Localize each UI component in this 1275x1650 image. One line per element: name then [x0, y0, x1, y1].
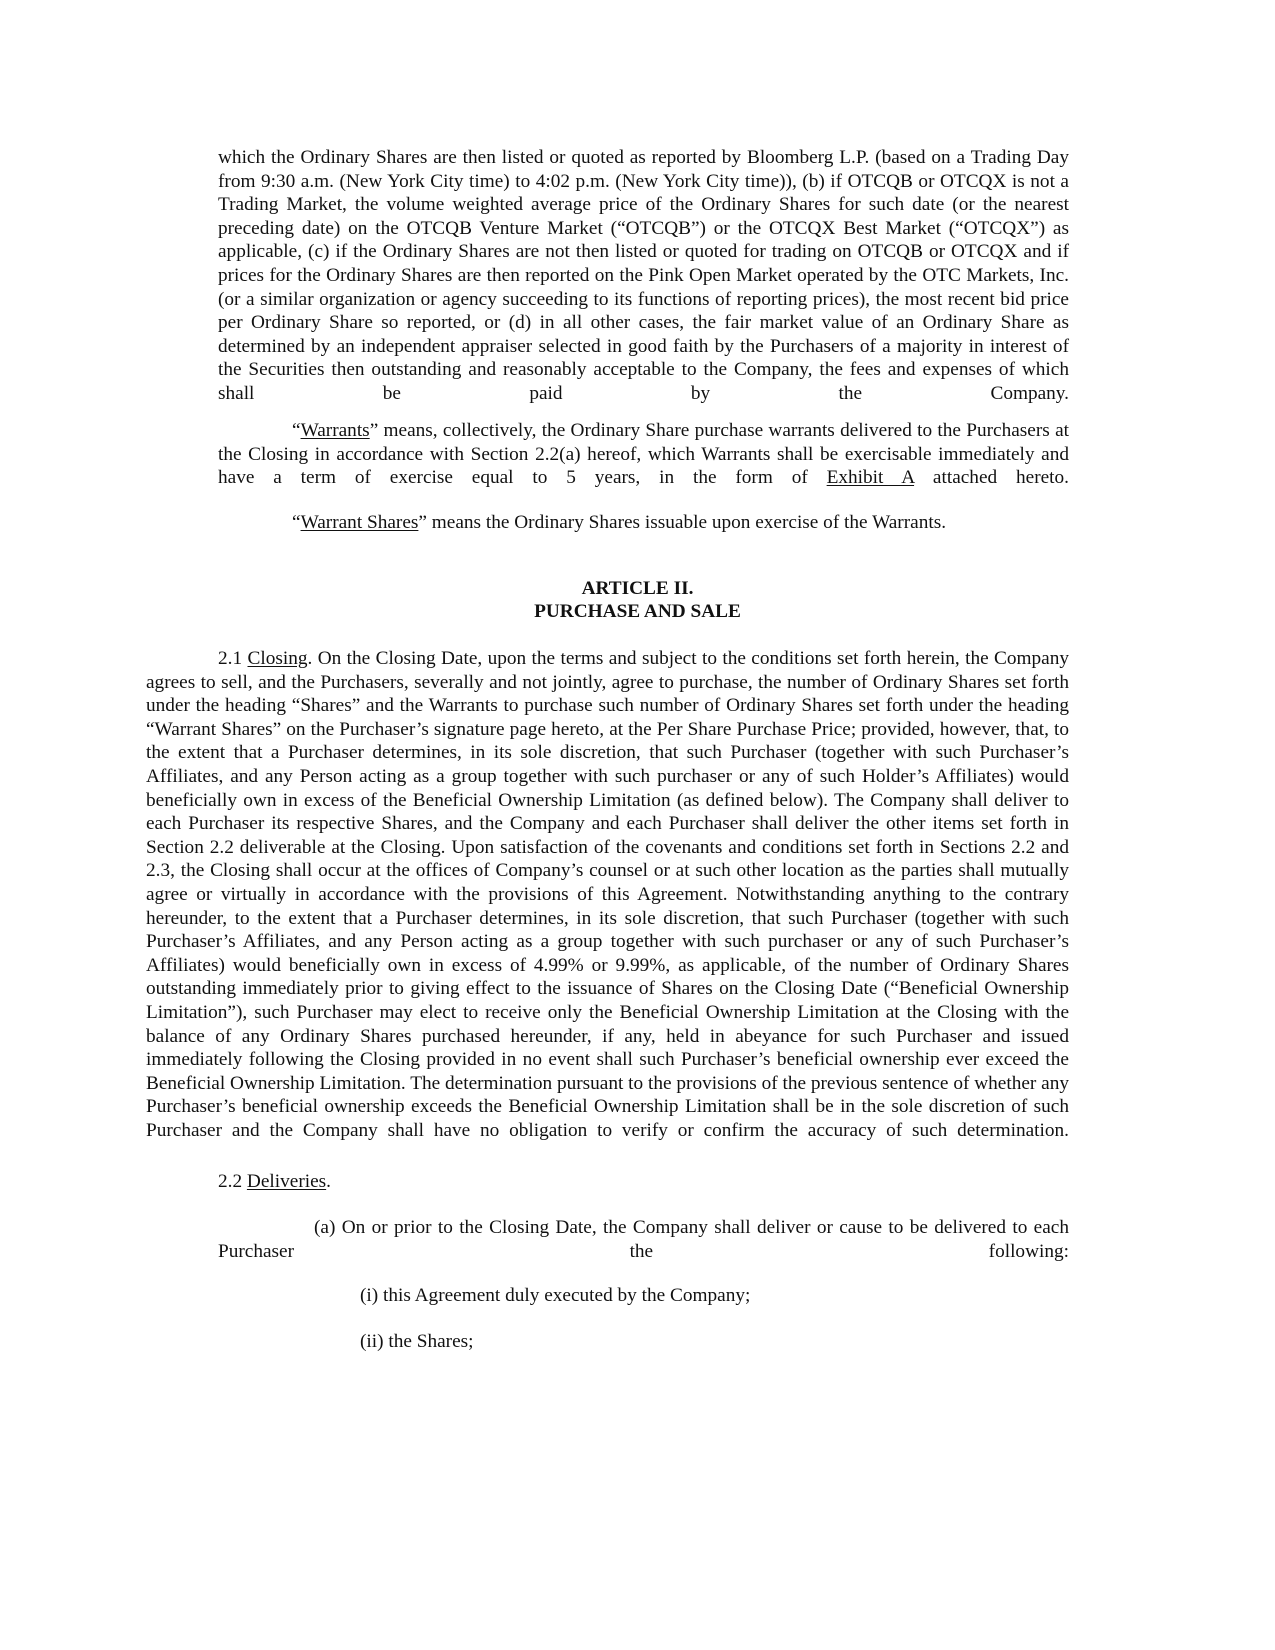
section-2-2-deliveries: 2.2 Deliveries.: [218, 1171, 331, 1192]
section-2-1-closing: 2.1 Closing. On the Closing Date, upon the terms and subject to the conditions set forth herein, the Company agrees to sell, and the Purchasers, severally and not jointly, agree to purchase, the number of Ordinary Shares set forth under the heading “Shares” and the Warrants to purchase such number of Ordinary Shares set forth under the heading “Warrant Shares” on the Purchaser’s signature page hereto, at the Per Share Purchase Price; provided, however, that, to the extent that a Purchaser determines, in its sole discretion, that such Purchaser (together with such Purchaser’s Affiliates, and any Person acting as a group together with such purchaser or any of such Holder’s Affiliates) would beneficially own in excess of the Beneficial Ownership Limitation (as defined below). The Company shall deliver to each Purchaser its respective Shares, and the Company and each Purchaser shall deliver the other items set forth in Section 2.2 deliverable at the Closing. Upon satisfaction of the covenants and conditions set forth in Sections 2.2 and 2.3, the Closing shall occur at the offices of Company’s counsel or at such other location as the parties shall mutually agree or virtually in accordance with the provisions of this Agreement. Notwithstanding anything to the contrary hereunder, to the extent that a Purchaser determines, in its sole discretion, that such Purchaser (together with such Purchaser’s Affiliates, and any Person acting as a group together with such purchaser or any of such Purchaser’s Affiliates) would beneficially own in excess of 4.99% or 9.99%, as applicable, of the number of Ordinary Shares outstanding immediately prior to giving effect to the issuance of Shares on the Closing Date (“Beneficial Ownership Limitation”), such Purchaser may elect to receive only the Beneficial Ownership Limitation at the Closing with the balance of any Ordinary Shares purchased hereunder, if any, held in abeyance for such Purchaser and issued immediately following the Closing provided in no event shall such Purchaser’s beneficial ownership ever exceed the Beneficial Ownership Limitation. The determination pursuant to the provisions of the previous sentence of whether any Purchaser’s beneficial ownership exceeds the Beneficial Ownership Limitation shall be in the sole discretion of such Purchaser and the Company shall have no obligation to verify or confirm the accuracy of such determination.: [146, 648, 1070, 1141]
section-2-2-a-i: (i) this Agreement duly executed by the Company;: [360, 1285, 751, 1306]
section-2-2-a-ii: (ii) the Shares;: [360, 1331, 474, 1352]
deliveries-heading: Deliveries: [246, 1171, 327, 1192]
vwap-definition-continued: which the Ordinary Shares are then listed or quoted as reported by Bloomberg L.P. (based on a Trading Day from 9:30 a.m. (New York City time) to 4:02 p.m. (New York City time)), (b) if OTCQB or OTCQX is not a Trading Market, the volume weighted average price of the Ordinary Shares for such date (or the nearest preceding date) on the OTCQB Venture Market (“OTCQB”) or the OTCQX Best Market (“OTCQX”) as applicable, (c) if the Ordinary Shares are not then listed or quoted for trading on OTCQB or OTCQX and if prices for the Ordinary Shares are then reported on the Pink Open Market operated by the OTC Markets, Inc. (or a similar organization or agency succeeding to its functions of reporting prices), the most recent bid price per Ordinary Share so reported, or (d) in all other cases, the fair market value of an Ordinary Share as determined by an independent appraiser selected in good faith by the Purchasers of a majority in interest of the Securities then outstanding and reasonably acceptable to the Company, the fees and expenses of which shall be paid by the Company.: [218, 147, 1069, 404]
warrants-term: Warrants: [300, 420, 370, 441]
warrants-definition: “Warrants” means, collectively, the Ordinary Share purchase warrants delivered to the Purchasers at the Closing in accordance with Section 2.2(a) hereof, which Warrants shall be exercisable immediately and have a term of exercise equal to 5 years, in the form of Exhibit A attached hereto.: [218, 420, 1069, 489]
article-title: PURCHASE AND SALE: [534, 601, 741, 622]
exhibit-a-reference: Exhibit A: [826, 467, 915, 489]
article-number: ARTICLE II.: [581, 578, 694, 599]
section-2-2-a: (a) On or prior to the Closing Date, the Company shall deliver or cause to be delivered to each Purchaser the following:: [218, 1217, 1069, 1262]
warrant-shares-definition: “Warrant Shares” means the Ordinary Shares issuable upon exercise of the Warrants.: [292, 512, 947, 533]
closing-heading: Closing: [247, 648, 308, 669]
warrant-shares-term: Warrant Shares: [300, 512, 419, 533]
